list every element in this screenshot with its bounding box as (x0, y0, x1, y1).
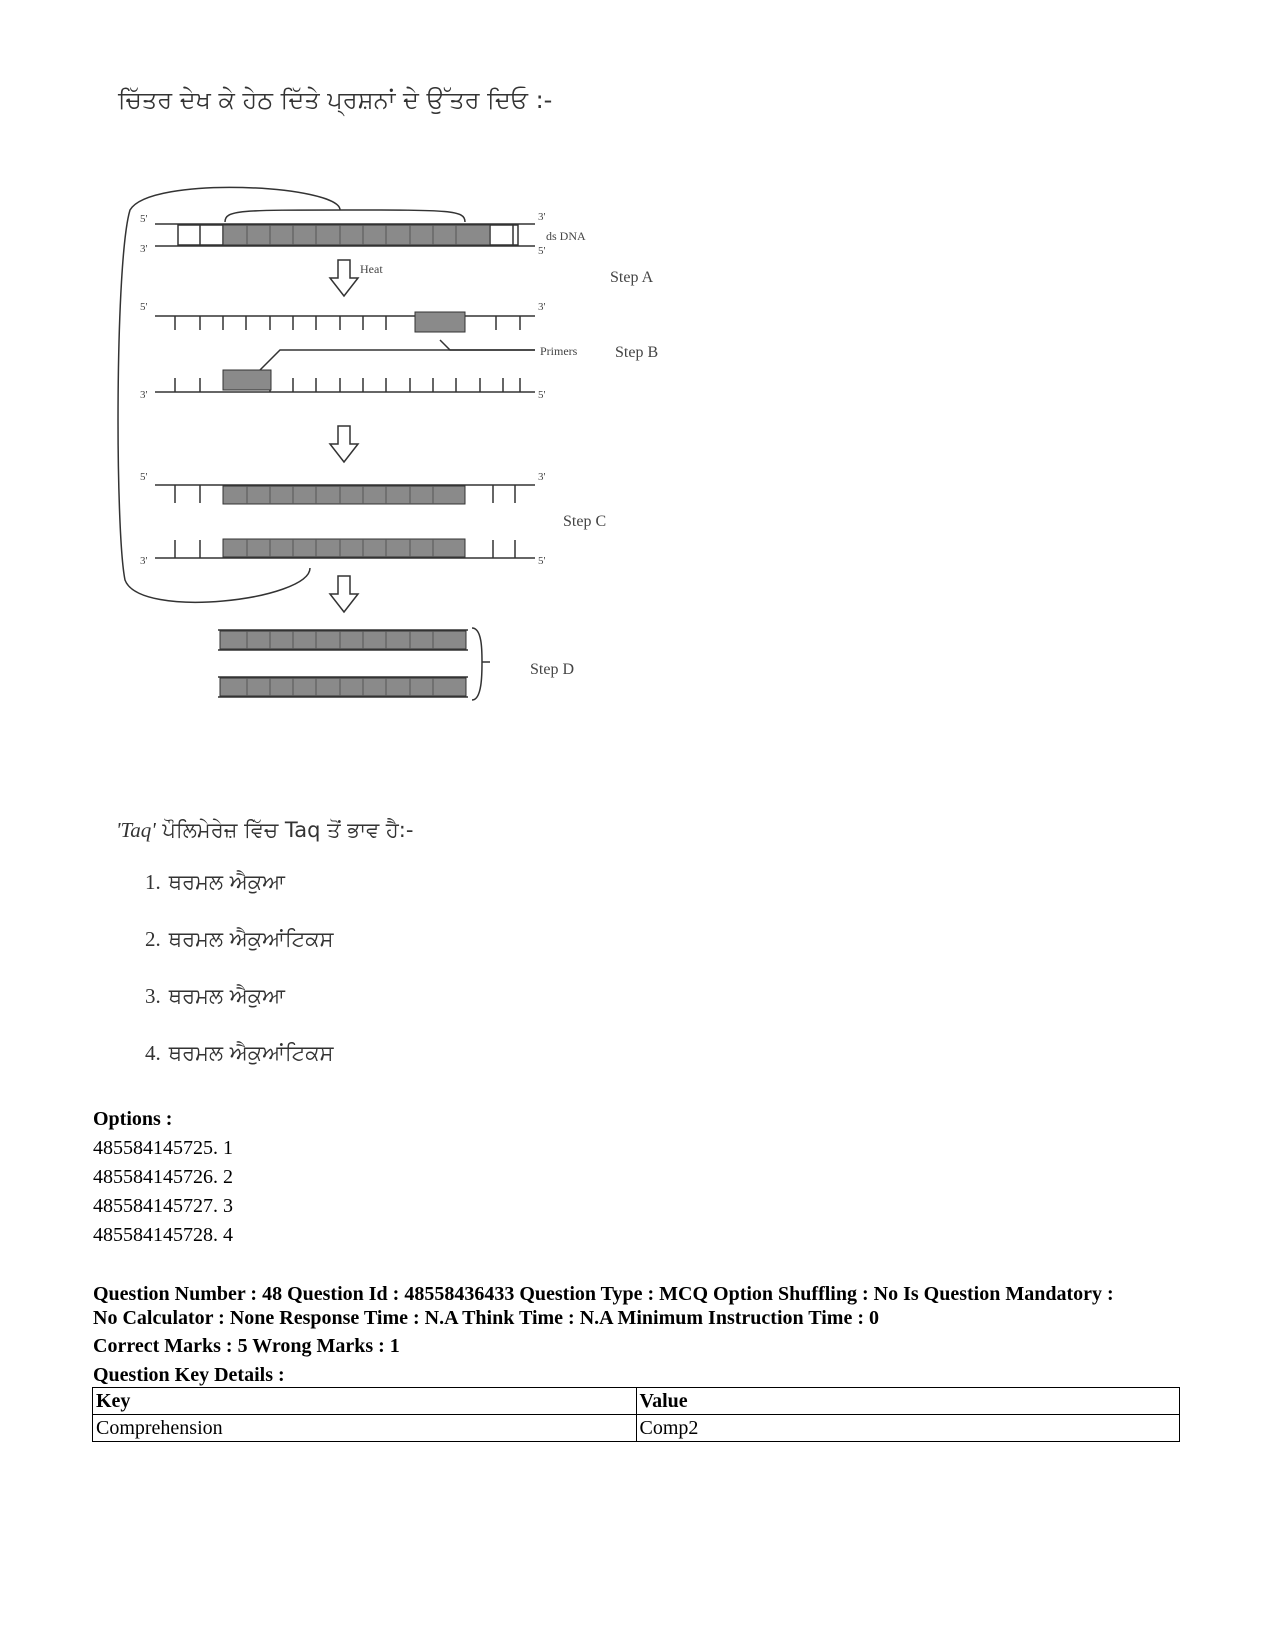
end-label: 5' (140, 213, 148, 225)
step-c-label: Step C (563, 513, 607, 530)
table-cell: Comp2 (636, 1415, 1180, 1442)
sub-question (116, 818, 413, 843)
option-item: 485584145728. 4 (93, 1224, 233, 1246)
key-details-title: Question Key Details : (93, 1364, 285, 1386)
choice-2 (145, 927, 334, 952)
choice-text: ਥਰਮਲ ਐਕੁਆਂਟਿਕਸ (168, 927, 334, 951)
end-label: 3' (538, 211, 546, 223)
choice-text: ਥਰਮਲ ਐਕੁਆਂਟਿਕਸ (168, 1041, 334, 1065)
choice-1 (145, 870, 285, 895)
taq-term: 'Taq' (116, 818, 156, 842)
choice-number: 3. (145, 984, 161, 1008)
question-instruction: ਚਿੱਤਰ ਦੇਖ ਕੇ ਹੇਠ ਦਿੱਤੇ ਪ੍ਰਸ਼ਨਾਂ ਦੇ ਉੱਤਰ ਦਿਓ :- (118, 86, 553, 114)
end-label: 5' (538, 389, 546, 401)
end-label: 3' (538, 471, 546, 483)
heat-label: Heat (360, 262, 383, 276)
step-b-label: Step B (615, 344, 659, 361)
choice-4 (145, 1041, 334, 1066)
option-item: 485584145725. 1 (93, 1137, 233, 1159)
end-label: 3' (140, 555, 148, 567)
question-meta-line: Question Number : 48 Question Id : 48558436433 Question Type : MCQ Option Shuffling : No Is Question Mandatory : (93, 1283, 1114, 1305)
end-label: 3' (140, 243, 148, 255)
choice-text: ਥਰਮਲ ਐਕੁਆ (168, 984, 285, 1008)
table-cell: Comprehension (93, 1415, 637, 1442)
option-item: 485584145726. 2 (93, 1166, 233, 1188)
primers-label: Primers (540, 344, 578, 358)
step-d-label: Step D (530, 661, 574, 678)
end-label: 3' (538, 301, 546, 313)
table-header-row (93, 1388, 1180, 1415)
choice-3 (145, 984, 285, 1009)
end-label: 5' (538, 555, 546, 567)
table-row (93, 1415, 1180, 1442)
end-label: 5' (140, 301, 148, 313)
table-header: Key (93, 1388, 637, 1415)
choice-number: 4. (145, 1041, 161, 1065)
marks-line: Correct Marks : 5 Wrong Marks : 1 (93, 1335, 400, 1357)
table-header: Value (636, 1388, 1180, 1415)
end-label: 3' (140, 389, 148, 401)
step-a-label: Step A (610, 269, 654, 286)
choice-text: ਥਰਮਲ ਐਕੁਆ (168, 870, 285, 894)
key-details-table (92, 1387, 1180, 1442)
option-item: 485584145727. 3 (93, 1195, 233, 1217)
choice-number: 2. (145, 927, 161, 951)
choice-number: 1. (145, 870, 161, 894)
question-meta-line: No Calculator : None Response Time : N.A Think Time : N.A Minimum Instruction Time : 0 (93, 1307, 879, 1329)
end-label: 5' (140, 471, 148, 483)
options-title: Options : (93, 1108, 173, 1130)
sub-question-text: ਪੌਲਿਮੇਰੇਜ਼ ਵਿੱਚ Taq ਤੋਂ ਭਾਵ ਹੈ:- (155, 818, 414, 842)
end-label: 5' (538, 245, 546, 257)
pcr-diagram (110, 180, 710, 750)
dsdna-label: ds DNA (546, 229, 586, 243)
